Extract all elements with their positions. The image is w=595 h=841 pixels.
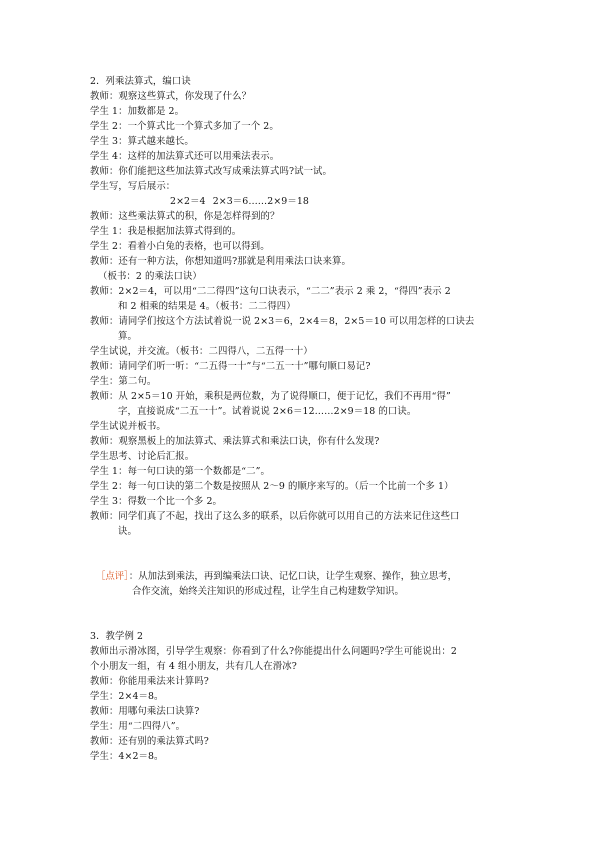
paragraph-line: 学生试说，并交流。（板书：二四得八，二五得一十） <box>90 346 313 357</box>
paragraph-line: 教师：请同学们听一听：“二五得一十”与“二五一十”哪句顺口易记? <box>90 361 371 372</box>
paragraph-line: 教师：观察这些算式，你发现了什么？ <box>90 91 252 102</box>
paragraph-continuation: 和 2 相乘的结果是 4。（板书：二二得四） <box>118 301 296 312</box>
paragraph-line: 学生 3：得数一个比一个多 2。 <box>90 496 222 507</box>
paragraph-line: 教师：用哪句乘法口诀算? <box>90 706 200 717</box>
paragraph-line: 学生 1：加数都是 2。 <box>90 106 185 117</box>
paragraph-line: 学生 2：看着小白兔的表格，也可以得到。 <box>90 241 270 252</box>
paragraph-line: 教师：观察黑板上的加法算式、乘法算式和乘法口诀，你有什么发现? <box>90 436 380 447</box>
paragraph-line: 教师：从 2×5＝10 开始，乘积是两位数，为了说得顺口，便于记忆，我们不再用“得” <box>90 391 451 402</box>
paragraph-line: 教师：你能用乘法来计算吗? <box>90 676 209 687</box>
paragraph-continuation: 算。 <box>118 331 137 342</box>
spacer <box>90 614 510 629</box>
document-body <box>90 74 510 764</box>
spacer <box>90 599 510 614</box>
paragraph-continuation: 诀。 <box>118 526 137 537</box>
paragraph-line: 教师出示滑冰图，引导学生观察：你看到了什么?你能提出什么问题吗?学生可能说出：2 <box>90 646 457 657</box>
board-note-line: （板书：2 的乘法口诀） <box>98 271 202 282</box>
paragraph-line: 学生试说并板书。 <box>90 421 166 432</box>
paragraph-line: 学生思考、讨论后汇报。 <box>90 451 195 462</box>
commentary-text: ：从加法到乘法，再到编乘法口诀、记忆口诀，让学生观察、操作，独立思考， <box>128 571 457 582</box>
paragraph-line: 学生：第二句。 <box>90 376 157 387</box>
paragraph-line: 教师：还有别的乘法算式吗? <box>90 736 209 747</box>
paragraph-line: 学生 2：每一句口诀的第二个数是按照从 2～9 的顺序来写的。（后一个比前一个多 1） <box>90 481 454 492</box>
paragraph-continuation: 个小朋友一组，有 4 组小朋友，共有几人在滑冰? <box>90 661 297 672</box>
paragraph-line: 教师：同学们真了不起，找出了这么多的联系，以后你就可以用自己的方法来记住这些口 <box>90 511 460 522</box>
commentary-tag: ［点评］ <box>96 571 129 582</box>
paragraph-line: 学生 2：一个算式比一个算式多加了一个 2。 <box>90 121 279 132</box>
commentary-block <box>90 569 510 584</box>
paragraph-line: 学生：2×4＝8。 <box>90 691 164 702</box>
section-heading: 3．教学例 2 <box>90 631 144 642</box>
paragraph-line: 学生：用“二四得八”。 <box>90 721 186 732</box>
formula-line: 2×2＝4 2×3＝6……2×9＝18 <box>170 196 309 207</box>
section-heading: 2．列乘法算式，编口诀 <box>90 76 191 87</box>
paragraph-line: 学生写，写后展示： <box>90 181 176 192</box>
paragraph-line: 教师：2×2＝4，可以用“二二得四”这句口诀表示，“二二”表示 2 乘 2，“得四”表示 2 <box>90 286 451 297</box>
paragraph-line: 学生 1：我是根据加法算式得到的。 <box>90 226 242 237</box>
commentary-continuation: 合作交流，始终关注知识的形成过程，让学生自己构建数学知识。 <box>132 586 404 597</box>
paragraph-line: 学生：4×2＝8。 <box>90 751 164 762</box>
paragraph-line: 教师：还有一种方法，你想知道吗?那就是利用乘法口诀来算。 <box>90 256 351 267</box>
paragraph-line: 教师：请同学们按这个方法试着说一说 2×3＝6，2×4＝8，2×5＝10 可以用怎样的口诀去 <box>90 316 475 327</box>
paragraph-line: 学生 1：每一句口诀的第一个数都是“二”。 <box>90 466 271 477</box>
paragraph-line: 学生 4：这样的加法算式还可以用乘法表示。 <box>90 151 280 162</box>
paragraph-line: 教师：这些乘法算式的积，你是怎样得到的？ <box>90 211 280 222</box>
paragraph-line: 教师：你们能把这些加法算式改写成乘法算式吗?试一试。 <box>90 166 333 177</box>
paragraph-continuation: 字，直接说成“二五一十”。试着说说 2×6＝12……2×9＝18 的口诀。 <box>118 406 417 417</box>
paragraph-line: 学生 3：算式越来越长。 <box>90 136 194 147</box>
spacer <box>90 554 510 569</box>
spacer <box>90 539 510 554</box>
